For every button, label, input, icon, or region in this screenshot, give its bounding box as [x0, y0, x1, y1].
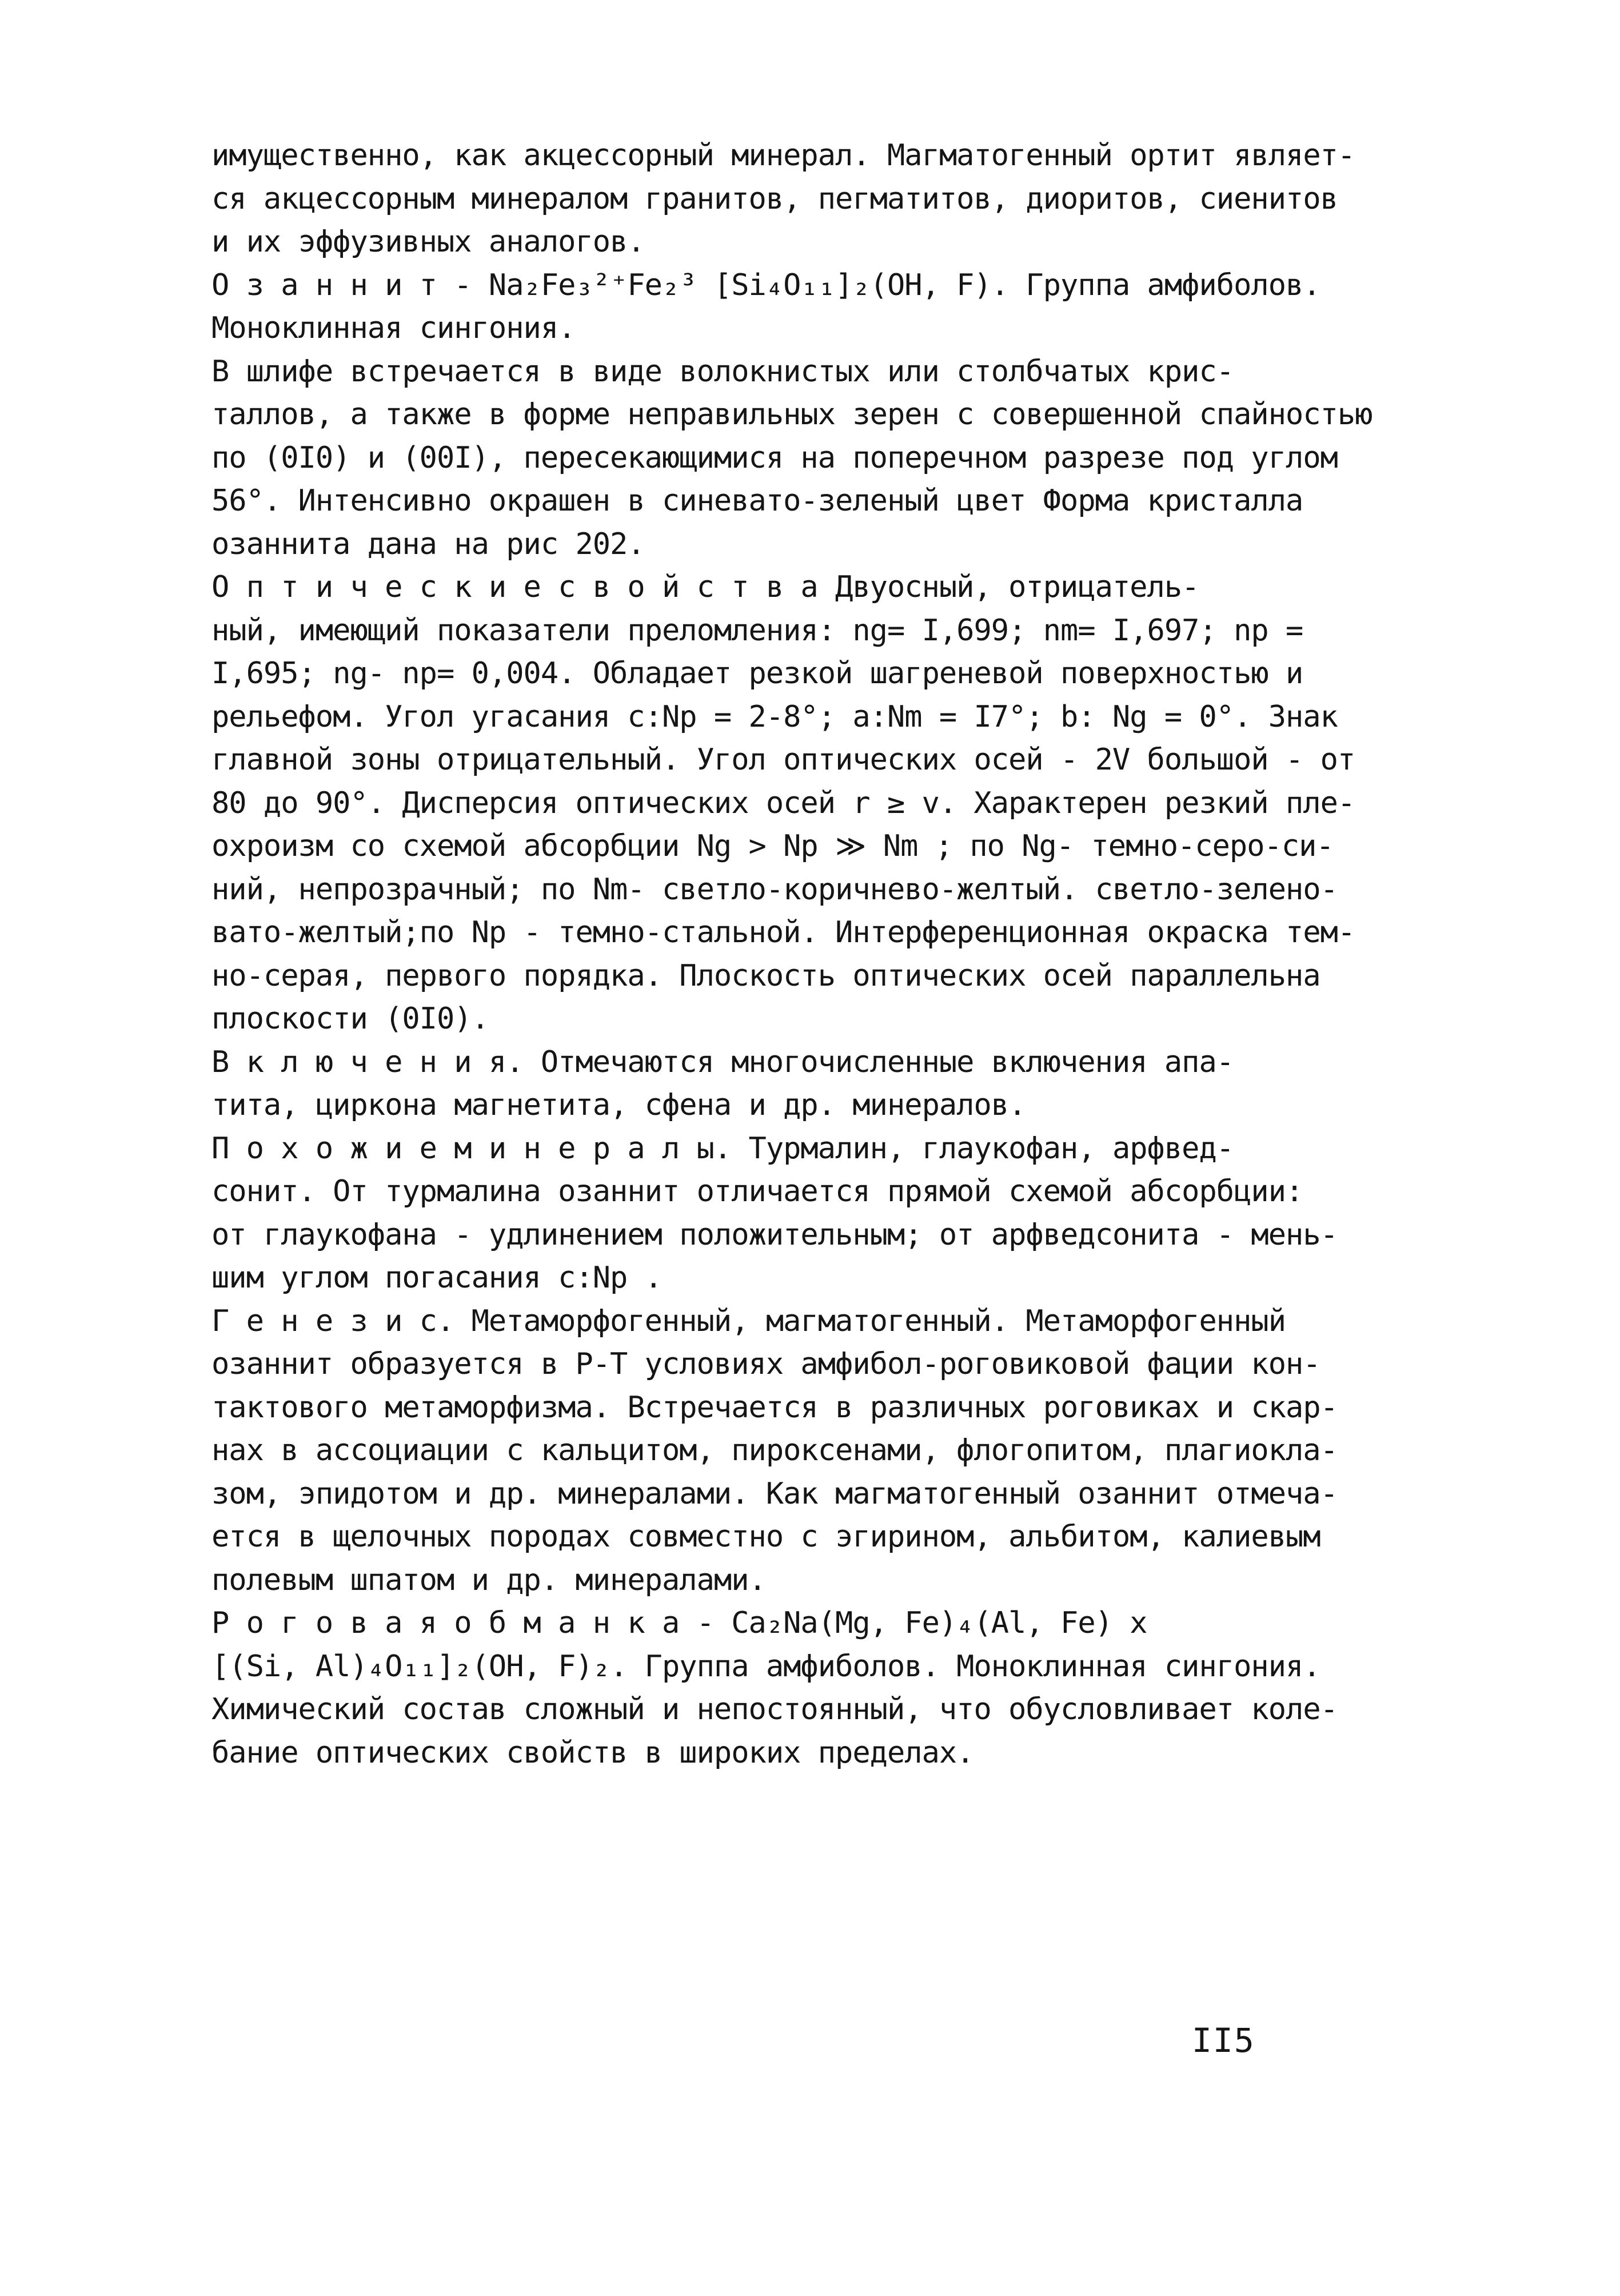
text-line: Г е н е з и с. Метаморфогенный, магматогенный. Метаморфогенный — [212, 1304, 1286, 1338]
paragraph-optical-properties — [212, 566, 1355, 1041]
text-line: В к л ю ч е н и я. Отмечаются многочисленные включения апа- — [212, 1045, 1234, 1079]
text-line: ется в щелочных породах совместно с эгирином, альбитом, калиевым — [212, 1520, 1320, 1554]
text-line: главной зоны отрицательный. Угол оптических осей - 2V большой - от — [212, 743, 1355, 777]
text-line: О п т и ч е с к и е с в о й с т в а Двуосный, отрицатель- — [212, 570, 1199, 604]
text-line: Р о г о в а я о б м а н к а - Ca₂Na(Mg, Fe)₄(Al, Fe) x — [212, 1606, 1147, 1640]
text-line: и их эффузивных аналогов. — [212, 225, 645, 259]
text-line: 56°. Интенсивно окрашен в синевато-зеленый цвет Форма кристалла — [212, 484, 1303, 518]
paragraph-ozannit-description — [212, 350, 1372, 567]
text-line: [(Si, Al)₄O₁₁]₂(OH, F)₂. Группа амфиболов. Моноклинная сингония. — [212, 1649, 1320, 1684]
text-line: Моноклинная сингония. — [212, 311, 576, 345]
text-line: I,695; ng- np= 0,004. Обладает резкой шагреневой поверхностью и — [212, 656, 1303, 691]
text-line: ний, непрозрачный; по Nm- светло-коричнево-желтый. светло-зелено- — [212, 872, 1338, 907]
text-line: зом, эпидотом и др. минералами. Как магматогенный озаннит отмеча- — [212, 1476, 1338, 1511]
text-line: Химический состав сложный и непостоянный, что обусловливает коле- — [212, 1692, 1338, 1727]
text-line: тактового метаморфизма. Встречается в различных роговиках и скар- — [212, 1390, 1338, 1425]
text-line: рельефом. Угол угасания c:Np = 2-8°; a:Nm = I7°; b: Ng = 0°. Знак — [212, 699, 1338, 734]
text-line: шим углом погасания c:Np . — [212, 1261, 662, 1295]
text-line: имущественно, как акцессорный минерал. Магматогенный ортит являет- — [212, 138, 1355, 173]
text-line: сонит. От турмалина озаннит отличается прямой схемой абсорбции: — [212, 1174, 1303, 1209]
text-line: бание оптических свойств в широких пределах. — [212, 1735, 974, 1770]
paragraph-inclusions — [212, 1041, 1338, 1127]
paragraph-genesis — [212, 1300, 1338, 1603]
text-line: 80 до 90°. Дисперсия оптических осей r ≥ v. Характерен резкий пле- — [212, 786, 1355, 820]
text-line: В шлифе встречается в виде волокнистых или столбчатых крис- — [212, 354, 1234, 389]
text-line: нах в ассоциации с кальцитом, пироксенами, флогопитом, плагиокла- — [212, 1433, 1338, 1468]
text-line: вато-желтый;по Np - темно-стальной. Интерференционная окраска тем- — [212, 915, 1355, 950]
text-line: таллов, а также в форме неправильных зерен с совершенной спайностью — [212, 397, 1372, 432]
text-line: полевым шпатом и др. минералами. — [212, 1562, 766, 1597]
paragraph-ozannit-formula — [212, 264, 1338, 350]
text-line: ный, имеющий показатели преломления: ng= I,699; nm= I,697; np = — [212, 613, 1303, 648]
text-line: О з а н н и т - Na₂Fe₃²⁺Fe₂³ [Si₄O₁₁]₂(OH, F). Группа амфиболов. — [212, 268, 1320, 302]
text-line: плоскости (0I0). — [212, 1002, 489, 1036]
text-line: озаннит образуется в P-T условиях амфибол-роговиковой фации кон- — [212, 1347, 1320, 1381]
paragraph-hornblende — [212, 1602, 1338, 1775]
text-line: по (0I0) и (00I), пересекающимися на поперечном разрезе под углом — [212, 440, 1338, 475]
text-line: ся акцессорным минералом гранитов, пегматитов, диоритов, сиенитов — [212, 181, 1338, 216]
text-line: тита, циркона магнетита, сфена и др. минералов. — [212, 1088, 1026, 1122]
text-line: от глаукофана - удлинением положительным; от арфведсонита - мень- — [212, 1217, 1338, 1252]
paragraph-ortit-end — [212, 134, 1355, 264]
text-line: П о х о ж и е м и н е р а л ы. Турмалин, глаукофан, арфвед- — [212, 1131, 1234, 1166]
paragraph-similar-minerals — [212, 1127, 1338, 1300]
text-line: озаннита дана на рис 202. — [212, 527, 645, 561]
text-line: но-серая, первого порядка. Плоскость оптических осей параллельна — [212, 958, 1320, 993]
text-line: охроизм со схемой абсорбции Ng > Np ≫ Nm ; по Ng- темно-серо-си- — [212, 829, 1334, 863]
page-number: II5 — [1192, 2021, 1255, 2060]
document-page — [212, 134, 1372, 1775]
